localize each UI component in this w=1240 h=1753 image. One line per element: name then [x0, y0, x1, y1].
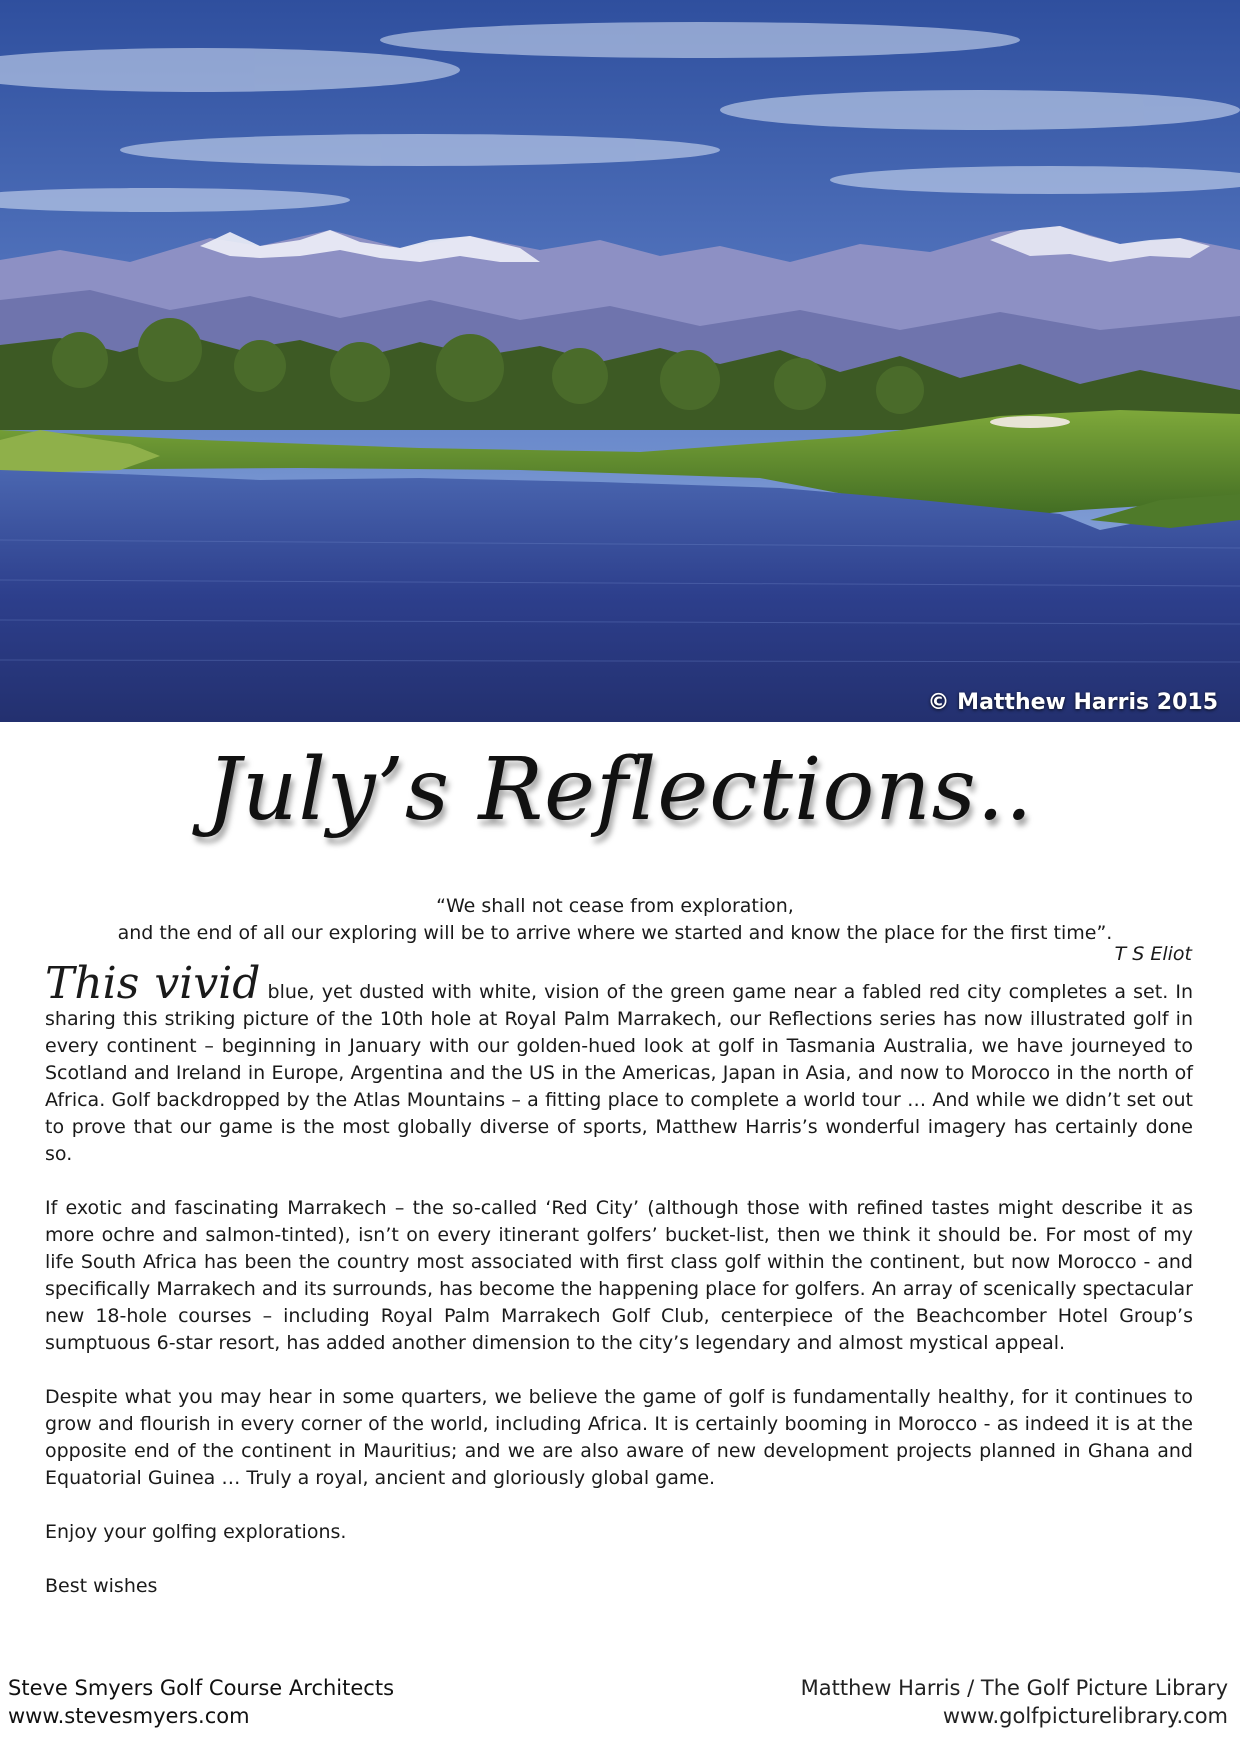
paragraph-1 — [45, 958, 1193, 1168]
paragraph-4: Enjoy your golfing explorations. — [45, 1521, 347, 1543]
article-body — [45, 958, 1193, 1627]
lead-words: This vivid — [45, 958, 261, 1009]
footer-architects — [8, 1674, 394, 1730]
quote-author: T S Eliot — [1114, 943, 1192, 965]
architects-url[interactable]: www.stevesmyers.com — [8, 1704, 250, 1728]
photographer-url[interactable]: www.golfpicturelibrary.com — [942, 1704, 1228, 1728]
architects-name: Steve Smyers Golf Course Architects — [8, 1676, 395, 1700]
footer-photographer — [801, 1674, 1228, 1730]
eliot-quote — [40, 893, 1190, 947]
paragraph-5: Best wishes — [45, 1575, 158, 1597]
paragraph-1-text: blue, yet dusted with white, vision of the green game near a fabled red city completes a set. In sharing this striking picture of the 10th hole at Royal Palm Marrakech, our Reflections series has now illustrated golf in every continent – beginning in January with our golden-hued look at golf in Tasmania Australia, we have journeyed to Scotland and Ireland in Europe, Argentina and the US in the Americas, Japan in Asia, and now to Morocco in the north of Africa. Golf backdropped by the Atlas Mountains – a fitting place to complete a world tour … And while we didn’t set out to prove that our game is the most globally diverse of sports, Matthew Harris’s wonderful imagery has certainly done so. — [45, 981, 1193, 1165]
quote-line-1: “We shall not cease from exploration, — [436, 895, 794, 917]
hero-photo — [0, 0, 1240, 722]
landscape-image — [0, 0, 1240, 722]
quote-line-2: and the end of all our exploring will be to arrive where we started and know the place for the first time”. — [117, 922, 1113, 944]
paragraph-2: If exotic and fascinating Marrakech – the so-called ‘Red City’ (although those with refined tastes might describe it as more ochre and salmon-tinted), isn’t on every itinerant golfers’ bucket-list, then we think it should be. For most of my life South Africa has been the country most associated with first class golf within the continent, but now Morocco - and specifically Marrakech and its surrounds, has become the happening place for golfers. An array of scenically spectacular new 18-hole courses – including Royal Palm Marrakech Golf Club, centerpiece of the Beachcomber Hotel Group’s sumptuous 6-star resort, has added another dimension to the city’s legendary and almost mystical appeal. — [45, 1197, 1193, 1354]
photo-copyright: © Matthew Harris 2015 — [927, 690, 1218, 715]
page-title: July’s Reflections.. — [206, 740, 1034, 840]
paragraph-3: Despite what you may hear in some quarters, we believe the game of golf is fundamentally healthy, for it continues to grow and flourish in every corner of the world, including Africa. It is certainly booming in Morocco - as indeed it is at the opposite end of the continent in Mauritius; and we are also aware of new development projects planned in Ghana and Equatorial Guinea … Truly a royal, ancient and gloriously global game. — [45, 1386, 1193, 1489]
photographer-name: Matthew Harris / The Golf Picture Library — [800, 1676, 1228, 1700]
